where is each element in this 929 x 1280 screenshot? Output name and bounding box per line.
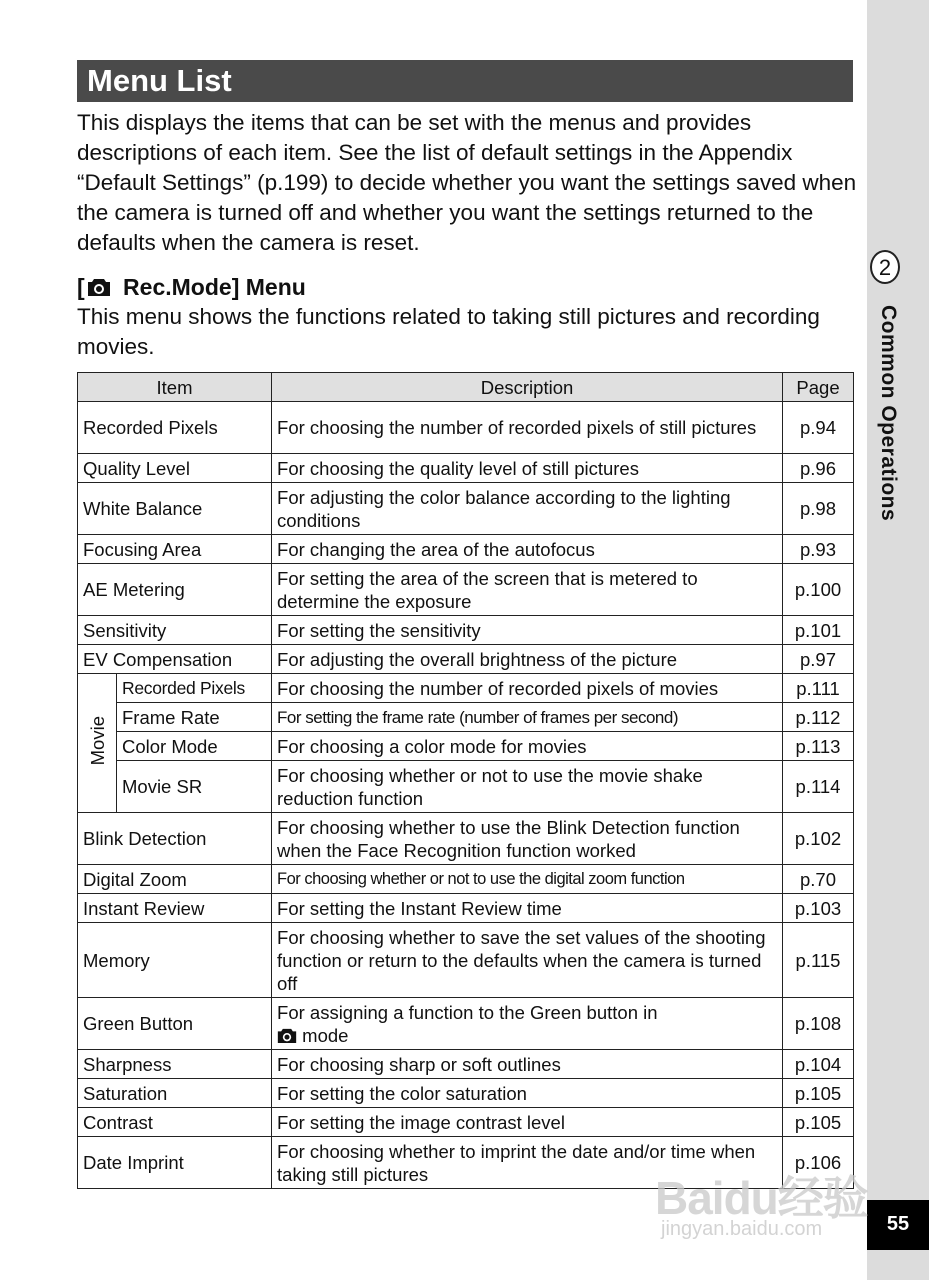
header-page: Page — [783, 373, 854, 402]
table-row — [78, 535, 854, 564]
intro-paragraph: This displays the items that can be set with the menus and provides descriptions of each item. See the list of default settings in the Appendix “Default Settings” (p.199) to decide whether you want the settings saved when the camera is turned off and whether you want the settings returned to the defaults when the camera is reset. — [77, 110, 857, 255]
table-row — [78, 732, 854, 761]
table-row — [78, 674, 854, 703]
table-row — [78, 813, 854, 865]
item-cell: Date Imprint — [78, 1137, 272, 1189]
page-cell: p.111 — [783, 674, 854, 703]
description-cell: For setting the image contrast level — [272, 1108, 783, 1137]
item-cell: Color Mode — [117, 732, 272, 761]
item-cell: Sharpness — [78, 1050, 272, 1079]
table-row — [78, 454, 854, 483]
chapter-number: 2 — [870, 250, 900, 284]
page-cell: p.105 — [783, 1079, 854, 1108]
page-cell: p.97 — [783, 645, 854, 674]
description-cell: For choosing whether to imprint the date and/or time when taking still pictures — [272, 1137, 783, 1189]
movie-group-label: Movie — [86, 715, 108, 766]
page-cell: p.102 — [783, 813, 854, 865]
item-cell: Instant Review — [78, 894, 272, 923]
item-cell: EV Compensation — [78, 645, 272, 674]
table-row — [78, 923, 854, 998]
header-description: Description — [272, 373, 783, 402]
page-cell: p.112 — [783, 703, 854, 732]
table-header-row — [78, 373, 854, 402]
description-cell: For setting the Instant Review time — [272, 894, 783, 923]
table-row — [78, 1137, 854, 1189]
page-cell: p.106 — [783, 1137, 854, 1189]
table-row — [78, 564, 854, 616]
chapter-title: Common Operations — [877, 305, 900, 522]
page-cell: p.100 — [783, 564, 854, 616]
table-row — [78, 761, 854, 813]
table-row — [78, 1079, 854, 1108]
description-text: For assigning a function to the Green button in — [277, 1001, 658, 1023]
item-cell: Recorded Pixels — [117, 674, 272, 703]
description-cell: For choosing sharp or soft outlines — [272, 1050, 783, 1079]
item-cell: Focusing Area — [78, 535, 272, 564]
table-row — [78, 1050, 854, 1079]
item-cell: AE Metering — [78, 564, 272, 616]
page-cell: p.101 — [783, 616, 854, 645]
page-cell: p.104 — [783, 1050, 854, 1079]
page-cell: p.93 — [783, 535, 854, 564]
table-row — [78, 616, 854, 645]
movie-group-cell — [78, 674, 117, 813]
table-row — [78, 402, 854, 454]
item-cell: Recorded Pixels — [78, 402, 272, 454]
table-row — [78, 894, 854, 923]
item-cell: Sensitivity — [78, 616, 272, 645]
page-cell: p.113 — [783, 732, 854, 761]
page-cell: p.108 — [783, 998, 854, 1050]
table-row — [78, 483, 854, 535]
page-cell: p.105 — [783, 1108, 854, 1137]
description-cell: For choosing a color mode for movies — [272, 732, 783, 761]
page-number: 55 — [867, 1200, 929, 1250]
description-cell: For choosing whether to use the Blink Detection function when the Face Recognition function worked — [272, 813, 783, 865]
description-cell: For adjusting the color balance according to the lighting conditions — [272, 483, 783, 535]
description-cell: For choosing the quality level of still pictures — [272, 454, 783, 483]
description-suffix: mode — [297, 1024, 349, 1046]
description-cell: For setting the sensitivity — [272, 616, 783, 645]
table-row — [78, 645, 854, 674]
item-cell: Blink Detection — [78, 813, 272, 865]
camera-icon — [277, 1027, 297, 1044]
page-title: Menu List — [77, 60, 853, 102]
item-cell: Memory — [78, 923, 272, 998]
item-cell: Quality Level — [78, 454, 272, 483]
description-cell — [272, 998, 783, 1050]
heading-bracket: [ — [77, 274, 85, 300]
section-description: This menu shows the functions related to taking still pictures and recording movies. — [77, 304, 820, 359]
description-cell: For choosing whether or not to use the digital zoom function — [272, 865, 783, 894]
heading-text: Rec.Mode] Menu — [116, 274, 306, 300]
item-cell: White Balance — [78, 483, 272, 535]
description-cell: For choosing whether or not to use the movie shake reduction function — [272, 761, 783, 813]
page-cell: p.114 — [783, 761, 854, 813]
chapter-sidebar — [867, 0, 929, 1280]
item-cell: Movie SR — [117, 761, 272, 813]
description-cell: For adjusting the overall brightness of the picture — [272, 645, 783, 674]
description-cell: For setting the area of the screen that is metered to determine the exposure — [272, 564, 783, 616]
table-row — [78, 703, 854, 732]
page-cell: p.115 — [783, 923, 854, 998]
item-cell: Digital Zoom — [78, 865, 272, 894]
page-cell: p.96 — [783, 454, 854, 483]
table-row — [78, 1108, 854, 1137]
menu-table — [77, 372, 854, 1189]
item-cell: Frame Rate — [117, 703, 272, 732]
description-cell: For choosing the number of recorded pixels of movies — [272, 674, 783, 703]
description-cell: For changing the area of the autofocus — [272, 535, 783, 564]
description-cell: For setting the frame rate (number of frames per second) — [272, 703, 783, 732]
table-row — [78, 865, 854, 894]
watermark-url: jingyan.baidu.com — [661, 1218, 823, 1240]
item-cell: Green Button — [78, 998, 272, 1050]
page-cell: p.98 — [783, 483, 854, 535]
watermark-logo: Baidu经验 — [655, 1172, 868, 1224]
item-cell: Contrast — [78, 1108, 272, 1137]
table-row — [78, 998, 854, 1050]
page-cell: p.94 — [783, 402, 854, 454]
camera-icon — [87, 277, 111, 297]
page-cell: p.103 — [783, 894, 854, 923]
section-heading — [77, 272, 677, 302]
description-cell: For choosing the number of recorded pixels of still pictures — [272, 402, 783, 454]
header-item: Item — [78, 373, 272, 402]
description-cell: For setting the color saturation — [272, 1079, 783, 1108]
description-cell: For choosing whether to save the set values of the shooting function or return to the defaults when the camera is turned off — [272, 923, 783, 998]
item-cell: Saturation — [78, 1079, 272, 1108]
page-cell: p.70 — [783, 865, 854, 894]
